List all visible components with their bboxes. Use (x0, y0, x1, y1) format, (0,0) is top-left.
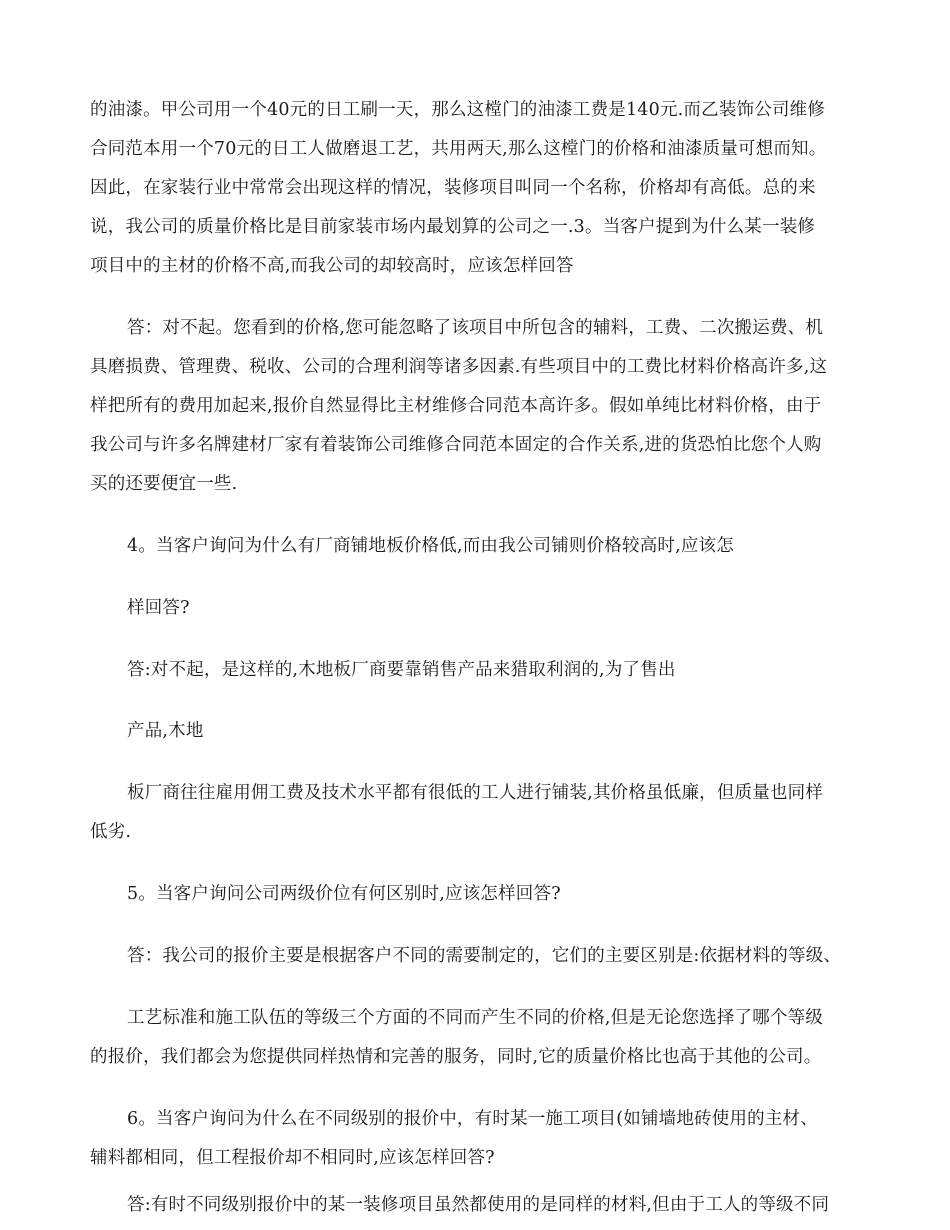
text-line: 合同范本用一个70元的日工人做磨退工艺，共用两天,那么这樘门的价格和油漆质量可想而知。 (90, 139, 827, 159)
text-line: 4。当客户询问为什么有厂商铺地板价格低,而由我公司铺则价格较高时,应该怎 (127, 536, 734, 556)
text-line: 产品,木地 (127, 721, 204, 741)
text-line: 答：我公司的报价主要是根据客户不同的需要制定的，它们的主要区别是:依据材料的等级、 (127, 946, 842, 966)
text-line: 样把所有的费用加起来,报价自然显得比主材维修合同范本高许多。假如单纯比材料价格，由于 (90, 396, 822, 416)
text-line: 6。当客户询问为什么在不同级别的报价中，有时某一施工项目(如铺墙地砖使用的主材、 (127, 1109, 818, 1129)
text-line: 我公司与许多名牌建材厂家有着装饰公司维修合同范本固定的合作关系,进的货恐怕比您个人购 (90, 435, 822, 455)
text-line: 说，我公司的质量价格比是目前家装市场内最划算的公司之一.3。当客户提到为什么某一装修 (90, 217, 816, 237)
text-line: 的油漆。甲公司用一个40元的日工刷一天，那么这樘门的油漆工费是140元.而乙装饰公司维修 (90, 100, 826, 120)
text-line: 工艺标准和施工队伍的等级三个方面的不同而产生不同的价格,但是无论您选择了哪个等级 (127, 1008, 824, 1028)
text-line: 买的还要便宜一些. (90, 474, 238, 494)
text-line: 答：对不起。您看到的价格,您可能忽略了该项目中所包含的辅料，工费、二次搬运费、机 (127, 318, 824, 338)
text-line: 低劣. (90, 822, 132, 842)
text-line: 答:对不起，是这样的,木地板厂商要靠销售产品来猎取利润的,为了售出 (127, 660, 676, 680)
text-line: 项目中的主材的价格不高,而我公司的却较高时，应该怎样回答 (90, 256, 574, 276)
text-line: 的报价，我们都会为您提供同样热情和完善的服务，同时,它的质量价格比也高于其他的公司。 (90, 1047, 822, 1067)
text-line: 5。当客户询问公司两级价位有何区别时,应该怎样回答? (127, 884, 561, 904)
text-line: 辅料都相同，但工程报价却不相同时,应该怎样回答? (90, 1148, 495, 1168)
text-line: 样回答? (127, 598, 190, 618)
text-line: 板厂商往往雇用佣工费及技术水平都有很低的工人进行铺装,其价格虽低廉，但质量也同样 (127, 783, 824, 803)
text-line: 具磨损费、管理费、税收、公司的合理利润等诸多因素.有些项目中的工费比材料价格高许多,这 (90, 357, 828, 377)
text-line: 因此，在家装行业中常常会出现这样的情况，装修项目叫同一个名称，价格却有高低。总的来 (90, 178, 816, 198)
text-line: 答:有时不同级别报价中的某一装修项目虽然都使用的是同样的材料,但由于工人的等级不同 (127, 1195, 830, 1215)
